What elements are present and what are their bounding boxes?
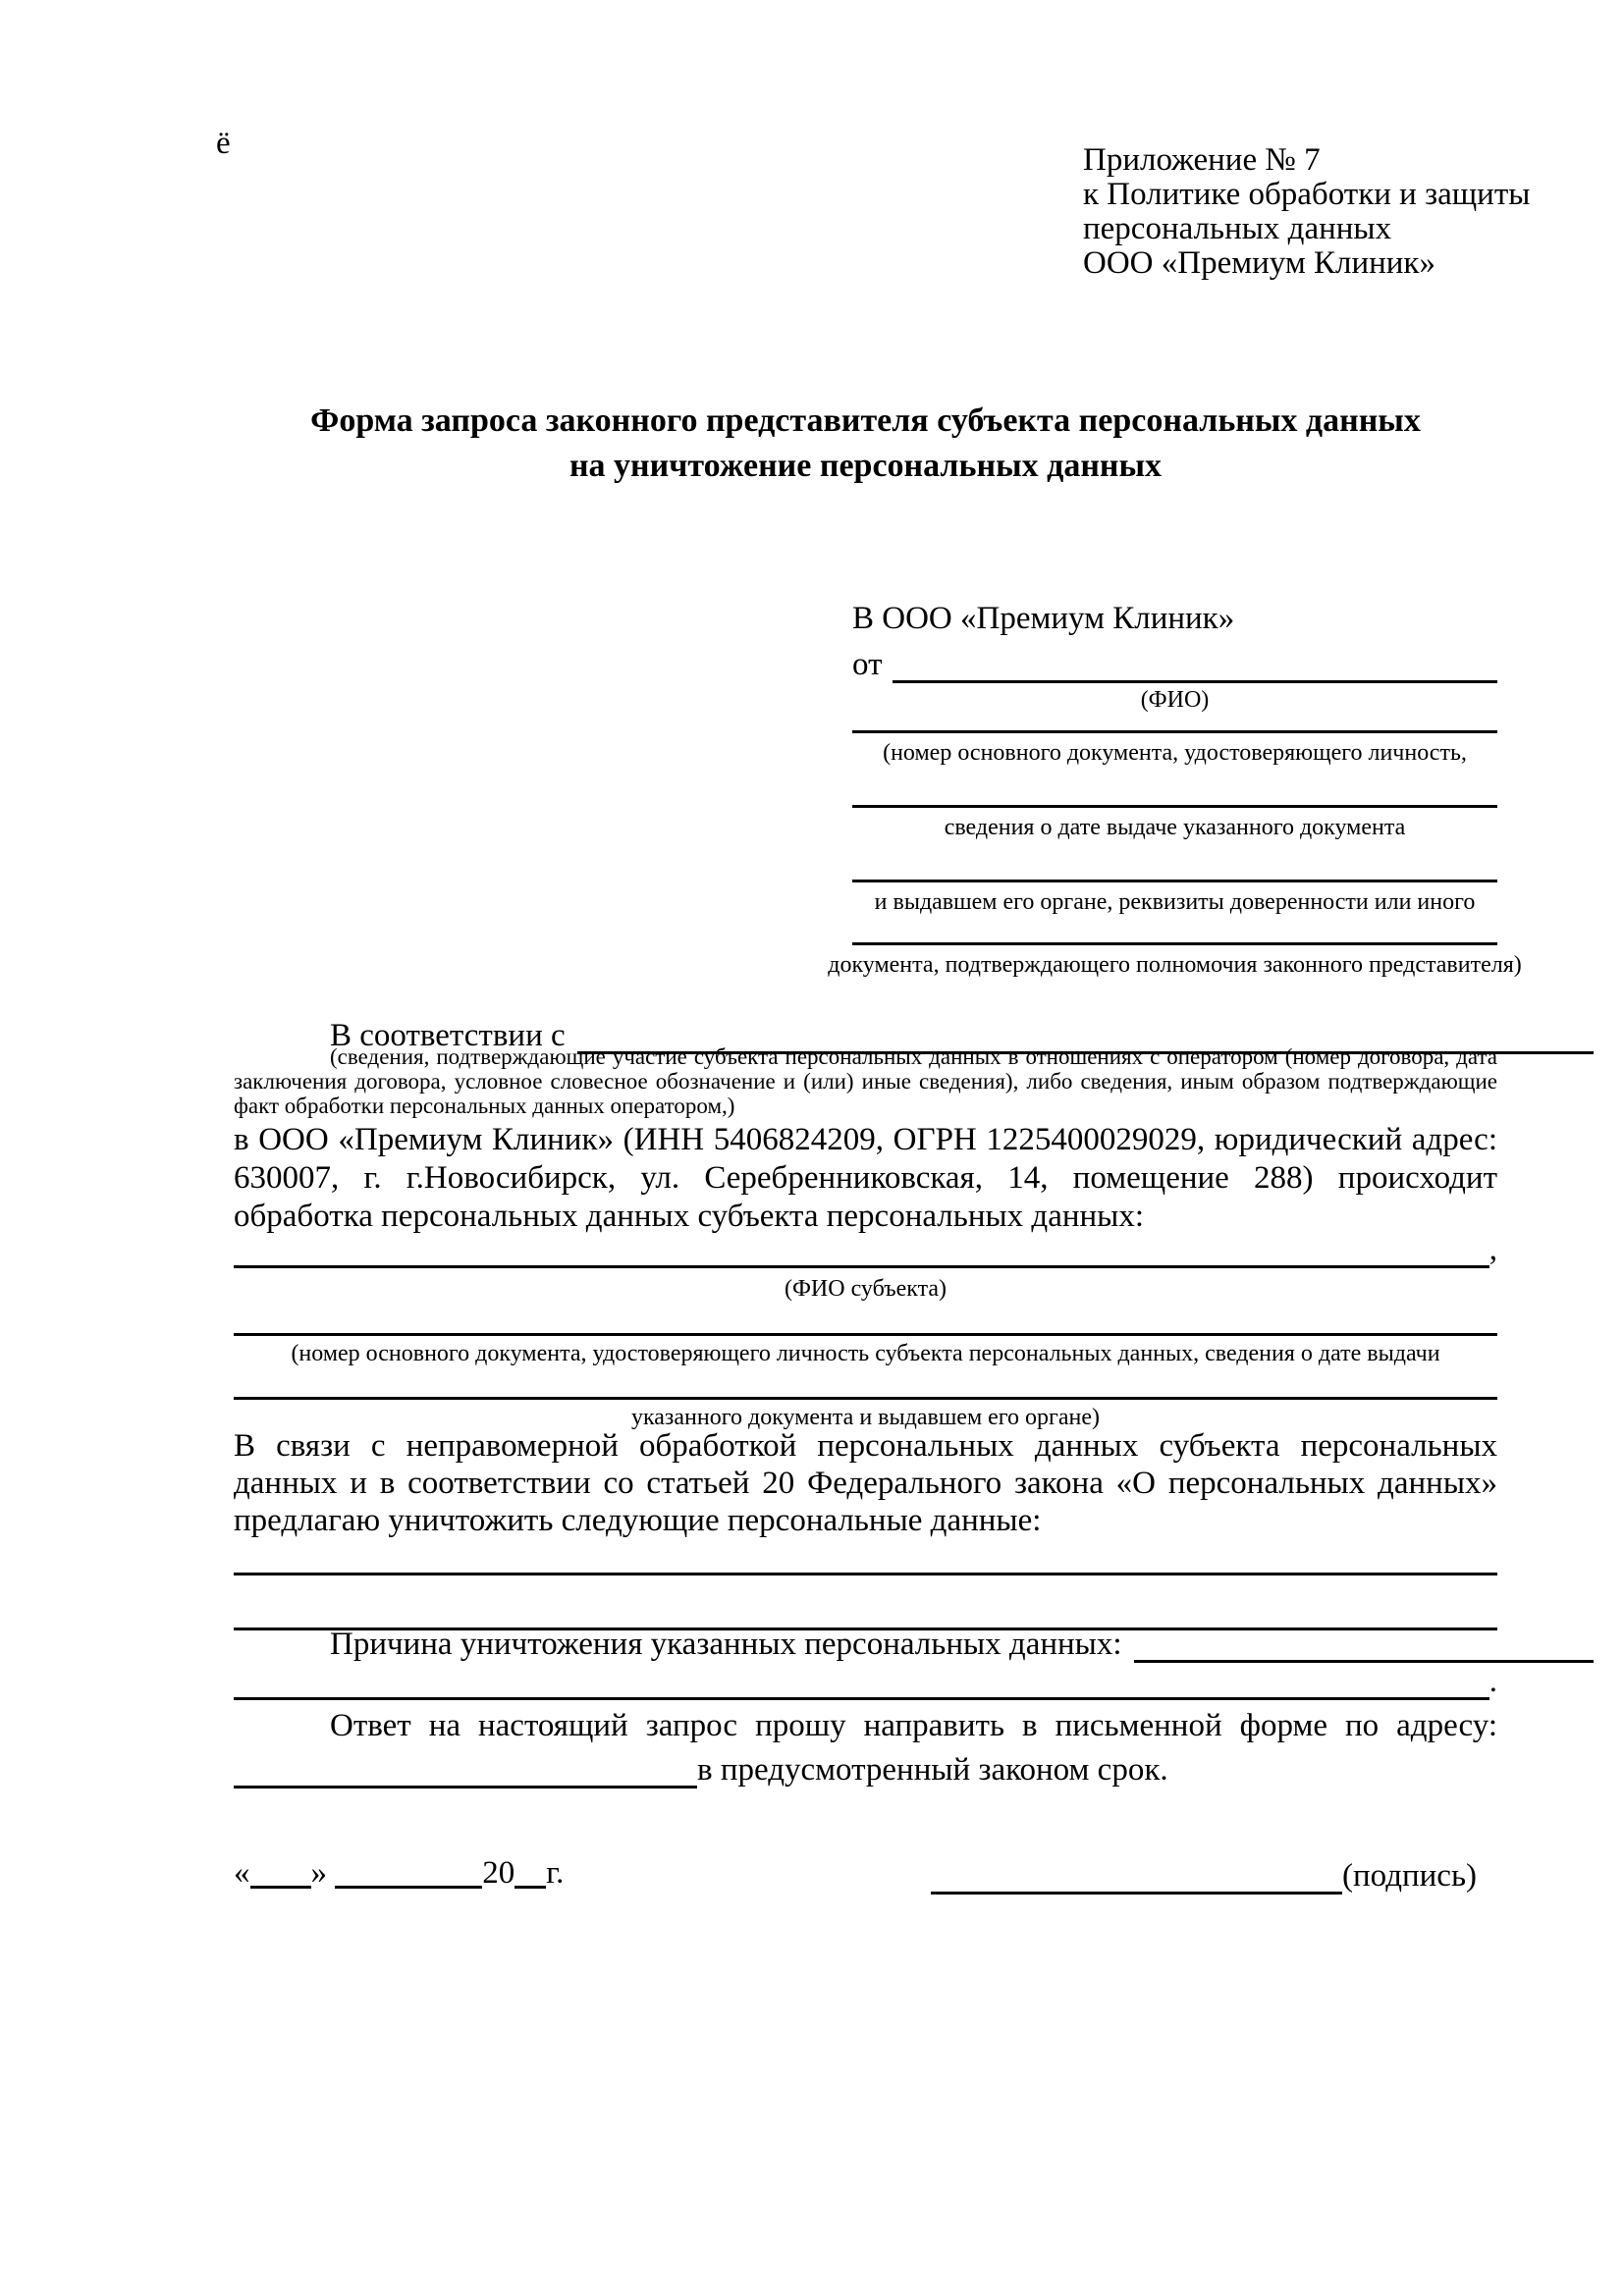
answer-tail: в предусмотренный законом срок. [697,1752,1168,1788]
addressee-to: В ООО «Премиум Клиник» [852,601,1235,636]
date-era: г. [546,1855,565,1891]
stray-character: ё [216,126,231,161]
date-year-prefix: 20 [482,1855,515,1891]
document-title [234,399,1497,489]
signature-row [931,1853,1477,1895]
address-blank-line [234,1746,697,1789]
answer-address-row [234,1747,1497,1789]
appendix-line: ООО «Премиум Клиник» [1083,245,1435,281]
field-caption: документа, подтверждающего полномочия законного представителя) [828,952,1522,978]
blank-field-line [234,1294,1497,1336]
reason-row [234,1622,1594,1663]
signature-caption: (подпись) [1342,1858,1477,1894]
blank-field-line [852,730,1497,733]
signature-blank-line [931,1852,1342,1895]
blank-field-line [234,1687,1489,1700]
field-caption: (номер основного документа, удостоверяющего личность, [883,740,1467,766]
blank-field-line [234,1533,1497,1575]
date-template [234,1853,564,1892]
from-blank-line [893,670,1498,683]
blank-field-line [852,942,1497,945]
subject-doc-caption-1: (номер основного документа, удостоверяющего личность субъекта персональных данных, сведения о дате выдачи [291,1341,1440,1366]
title-line-1: Форма запроса законного представителя субъекта персональных данных [310,402,1421,439]
field-caption: и выдавшем его органе, реквизиты доверенности или иного [874,889,1476,915]
reason-continuation-row [234,1661,1497,1700]
appendix-line: персональных данных [1083,211,1392,246]
date-close-quote: » [310,1855,327,1891]
accordance-lead: В соответствии с [330,1018,566,1053]
addressee-block [828,601,1522,1033]
answer-paragraph: Ответ на настоящий запрос прошу направить в письменной форме по адресу: [330,1708,1497,1743]
title-line-2: на уничтожение персональных данных [568,448,1163,484]
trailing-period: . [1489,1664,1497,1699]
trailing-comma: , [1489,1232,1497,1267]
date-month-blank [335,1853,482,1889]
fio-caption: (ФИО) [1140,687,1210,713]
date-year-blank [514,1853,546,1889]
appendix-line: к Политике обработки и защиты [1083,177,1531,212]
blank-field-line [852,805,1497,808]
appendix-header [1083,143,1530,281]
unlawful-paragraph: В связи с неправомерной обработкой персональных данных субъекта персональных данных и в соответствии со статьей 20 Федерального закона «О персональных данных» предлагаю уничтожить следующие персональные данные: [234,1428,1497,1538]
blank-field-line [234,1358,1497,1400]
subject-fio-caption: (ФИО субъекта) [784,1276,947,1302]
subject-doc-caption-2: указанного документа и выдавшем его органе) [630,1405,1101,1430]
field-caption: сведения о дате выдаче указанного документа [944,815,1406,840]
operator-paragraph: в ООО «Премиум Клиник» (ИНН 5406824209, ОГРН 1225400029029, юридический адрес: 630007, г. г.Новосибирск, ул. Серебренниковская, 14, помещение 288) происходит обработка персональных данных субъекта персональных данных: [234,1122,1497,1234]
accordance-note: (сведения, подтверждающие участие субъекта персональных данных в отношениях с оператором (номер договора, дата заключения договора, условное словесное обозначение и (или) иные сведения), либо сведения, иным образом подтверждающие факт обработки персональных данных оператором,) [234,1044,1497,1118]
blank-field-line [852,880,1497,882]
reason-lead: Причина уничтожения указанных персональных данных: [330,1627,1122,1662]
subject-fio-row [234,1229,1497,1268]
addressee-from-row [852,640,1497,683]
date-open-quote: « [234,1855,250,1891]
date-day-blank [250,1853,311,1889]
appendix-line: Приложение № 7 [1083,142,1321,178]
from-label: от [852,647,883,682]
blank-field-line [234,1255,1489,1268]
